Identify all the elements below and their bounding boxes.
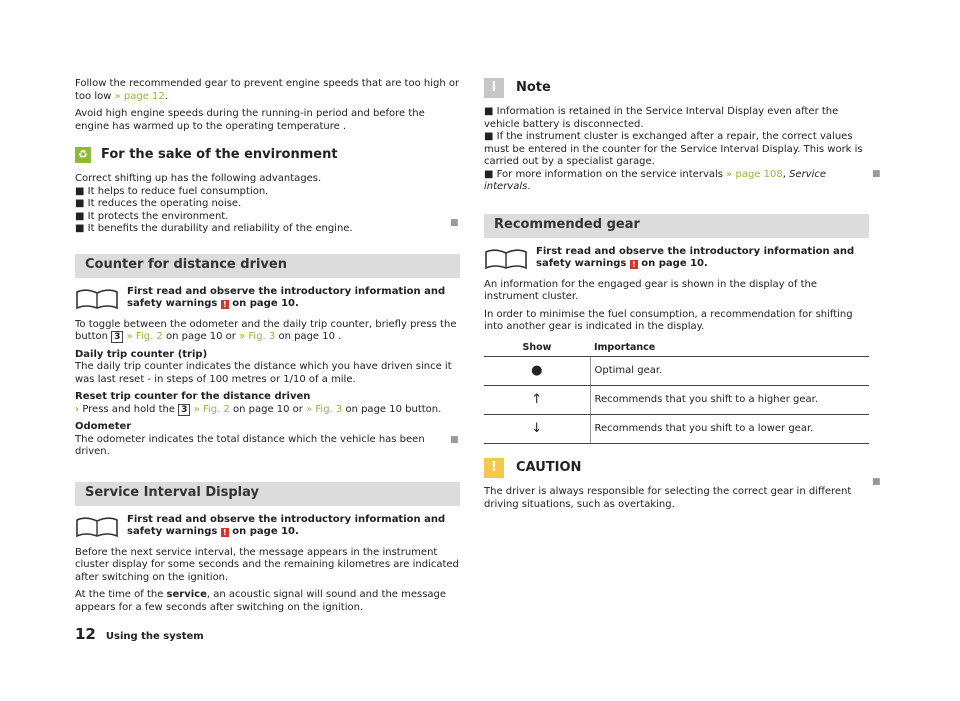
right-column [484, 78, 869, 516]
recommended-paragraph-2: In order to minimise the fuel consumption, a recommendation for shifting into another gear is indicated in the display. [484, 308, 853, 332]
arrow-up-icon: ↑ [484, 386, 590, 415]
section-title: Using the system [105, 631, 204, 642]
list-item: ■ If the instrument cluster is exchanged after a repair, the correct values must be entered in the counter for the Service Interval Display. This work is carried out by a specialist garage. [484, 131, 863, 167]
button-3-key: 3 [178, 404, 190, 416]
page-108-link[interactable]: » page 108 [726, 168, 783, 180]
environment-bullets [75, 186, 460, 236]
end-mark-icon: ■ [450, 435, 459, 445]
chevron-right-icon: › [75, 403, 80, 415]
info-icon: i [484, 78, 504, 98]
table-row: ↑ Recommends that you shift to a higher gear. [484, 386, 869, 415]
list-item: ■ It reduces the operating noise. [75, 198, 242, 209]
service-paragraph-2: At the time of the service, an acoustic signal will sound and the message appears for a few seconds after switching on the ignition. [75, 589, 447, 613]
warning-icon: ! [221, 300, 229, 309]
service-section-header: Service Interval Display [75, 482, 460, 506]
dot-icon: ● [484, 357, 590, 386]
safety-warning: First read and observe the introductory information and safety warnings ! on page 10. [484, 246, 869, 271]
environment-title: For the sake of the environment [101, 146, 338, 162]
caution-text: The driver is always responsible for selecting the correct gear in different driving situations, such as overtaking. [484, 486, 852, 510]
left-column [75, 78, 460, 619]
caution-icon: ! [484, 458, 504, 478]
list-item: ■ It protects the environment. [75, 210, 229, 222]
caution-title: CAUTION [516, 459, 582, 475]
safety-warning: First read and observe the introductory information and safety warnings ! on page 10. [75, 286, 460, 311]
note-bullets [484, 106, 869, 194]
open-book-icon [75, 288, 119, 310]
list-item: ■ For more information on the service intervals » page 108, Service intervals. [484, 168, 827, 192]
open-book-icon [75, 516, 119, 538]
note-heading [484, 78, 869, 98]
safety-warning: First read and observe the introductory information and safety warnings ! on page 10. [75, 514, 460, 539]
table-row: ↓ Recommends that you shift to a lower gear. [484, 415, 869, 444]
environment-intro: Correct shifting up has the following advantages. [75, 173, 322, 184]
daily-trip-text: The daily trip counter indicates the distance which you have driven since it was last reset - in steps of 100 metres or 1/10 of a mile. [75, 361, 452, 385]
warning-icon: ! [221, 528, 229, 537]
button-3-key: 3 [111, 331, 123, 343]
note-title: Note [516, 79, 551, 95]
reset-title: Reset trip counter for the distance driven [75, 391, 311, 402]
paragraph-avoid-high-speeds: Avoid high engine speeds during the running-in period and before the engine has warmed up to the operating temperature . [75, 108, 425, 132]
counter-section-header: Counter for distance driven [75, 254, 460, 278]
fig-2-link[interactable]: » Fig. 2 [193, 403, 230, 415]
end-mark-icon: ■ [872, 169, 881, 179]
paragraph-toggle: To toggle between the odometer and the daily trip counter, briefly press the button 3 » Fig. 2 on page 10 or » Fig. 3 on page 10 . [75, 318, 457, 342]
end-mark-icon: ■ [872, 477, 881, 487]
list-item: ■ Information is retained in the Service Interval Display even after the vehicle battery is disconnected. [484, 106, 839, 130]
paragraph-recommended-gear: Follow the recommended gear to prevent engine speeds that are too high or too low » page 12. [75, 78, 460, 102]
environment-heading [75, 147, 460, 163]
recycle-icon: ♻ [75, 147, 91, 163]
fig-3-link[interactable]: » Fig. 3 [306, 403, 343, 415]
daily-trip-title: Daily trip counter (trip) [75, 348, 208, 360]
arrow-down-icon: ↓ [484, 415, 590, 444]
odometer-title: Odometer [75, 421, 132, 432]
page-number: 12 [75, 625, 96, 643]
page-footer [75, 625, 204, 644]
reset-instruction: › Press and hold the 3 » Fig. 2 on page 10 or » Fig. 3 on page 10 button. [75, 403, 442, 415]
recommended-gear-header: Recommended gear [484, 214, 869, 238]
column-header-importance: Importance [590, 340, 869, 357]
fig-3-link[interactable]: » Fig. 3 [239, 331, 276, 342]
recommended-paragraph-1: An information for the engaged gear is shown in the display of the instrument cluster. [484, 278, 818, 302]
fig-2-link[interactable]: » Fig. 2 [126, 331, 163, 342]
list-item: ■ It helps to reduce fuel consumption. [75, 185, 269, 197]
column-header-show: Show [484, 340, 590, 357]
end-mark-icon: ■ [450, 218, 459, 228]
caution-heading [484, 458, 869, 478]
open-book-icon [484, 248, 528, 270]
service-paragraph-1: Before the next service interval, the message appears in the instrument cluster display for some seconds and the remaining kilometres are indicated after switching on the ignition. [75, 546, 459, 583]
warning-icon: ! [630, 260, 638, 269]
page-12-link[interactable]: » page 12 [114, 90, 165, 102]
gear-table [484, 340, 869, 445]
odometer-text: The odometer indicates the total distance which the vehicle has been driven. [75, 433, 425, 457]
list-item: ■ It benefits the durability and reliability of the engine. [75, 223, 353, 234]
table-row: ● Optimal gear. [484, 357, 869, 386]
